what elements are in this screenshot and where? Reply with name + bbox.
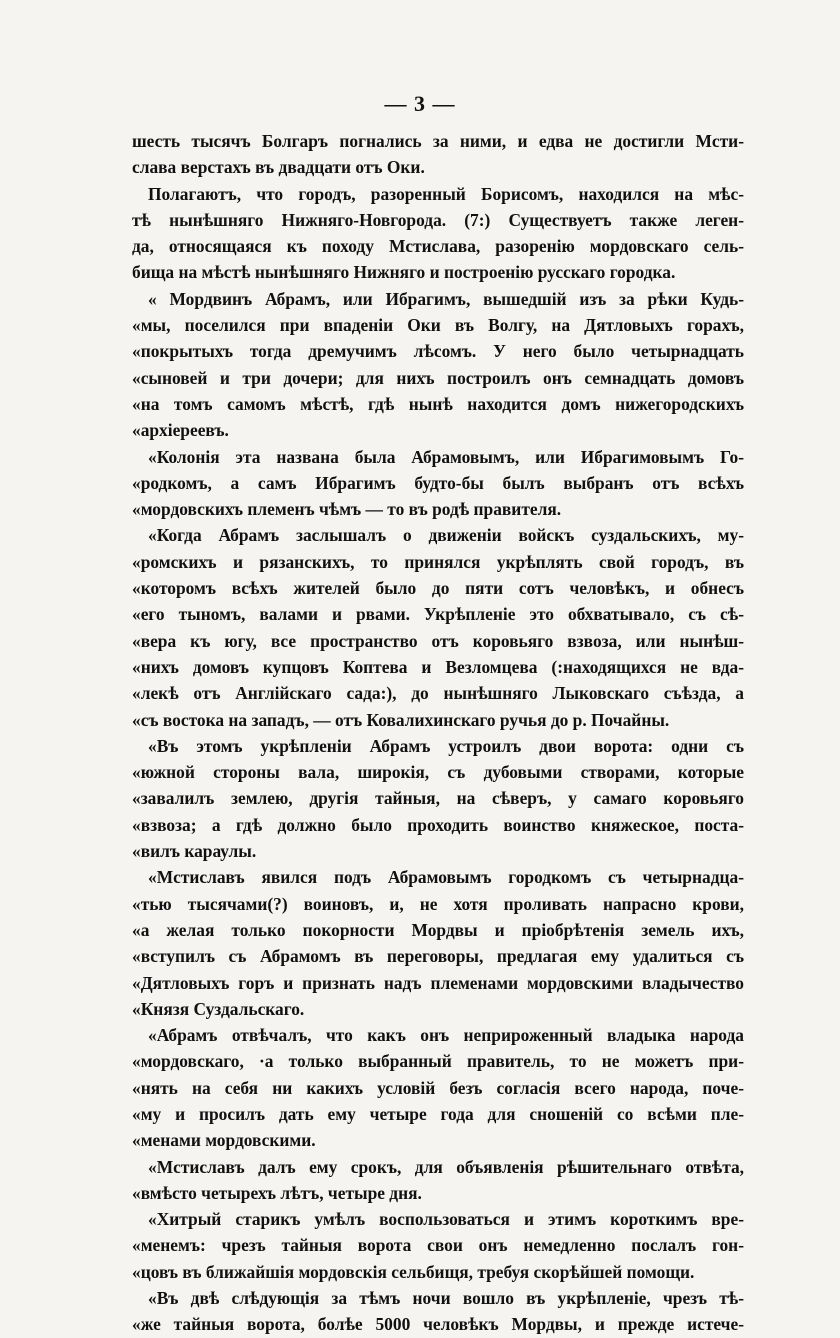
text-line: «покрытыхъ тогда дремучимъ лѣсомъ. У него было четырнадцать bbox=[132, 341, 744, 362]
text-line: «Хитрый старикъ умѣлъ воспользоваться и этимъ короткимъ вре- bbox=[148, 1209, 744, 1230]
text-line: «сыновей и три дочери; для нихъ построилъ онъ семнадцать домовъ bbox=[132, 367, 744, 388]
text-line: шесть тысячъ Болгаръ погнались за ними, и едва не достигли Мсти- bbox=[132, 131, 744, 151]
text-line: «менами мордовскими. bbox=[132, 1130, 316, 1151]
text-line: «взвоза; а гдѣ должно было проходить воинство княжеское, поста- bbox=[132, 814, 744, 835]
text-line: «тью тысячами(?) воиновъ, и, не хотя проливать напрасно крови, bbox=[132, 893, 744, 914]
text-line: «южной стороны вала, широкія, съ дубовыми створами, которые bbox=[132, 762, 744, 783]
text-line: «которомъ всѣхъ жителей было до пяти сотъ человѣкъ, и обнесъ bbox=[132, 578, 744, 599]
text-line: слава верстахъ въ двадцати отъ Оки. bbox=[132, 157, 425, 178]
text-line: «вступилъ съ Абрамомъ въ переговоры, предлагая ему удалиться съ bbox=[132, 946, 744, 967]
text-line: «его тыномъ, валами и рвами. Укрѣпленіе это обхватывало, съ сѣ- bbox=[132, 604, 744, 625]
text-line: «мордовскихъ племенъ чѣмъ — то въ родѣ правителя. bbox=[132, 499, 562, 520]
text-line: «вилъ караулы. bbox=[132, 841, 257, 862]
text-line: «цовъ въ ближайшія мордовскія сельбищя, требуя скорѣйшей помощи. bbox=[132, 1261, 695, 1282]
text-line: «а желая только покорности Мордвы и пріобрѣтенія земель ихъ, bbox=[132, 919, 744, 940]
text-line: «же тайныя ворота, болѣе 5000 человѣкъ Мордвы, и прежде истече- bbox=[132, 1314, 744, 1335]
text-line: «Въ этомъ укрѣпленіи Абрамъ устроилъ двои ворота: одни съ bbox=[148, 735, 744, 756]
text-line: «завалилъ землею, другія тайныя, на сѣверъ, у самаго коровьяго bbox=[132, 788, 744, 809]
text-line: «мы, поселился при впаденіи Оки въ Волгу, на Дятловыхъ горахъ, bbox=[132, 315, 744, 336]
page-body-text bbox=[132, 128, 744, 1338]
text-line: «ромскихъ и рязанскихъ, то принялся укрѣплять свой городъ, въ bbox=[132, 551, 744, 572]
text-line: тѣ нынѣшняго Нижняго-Новгорода. (7:) Существуетъ также леген- bbox=[132, 209, 744, 230]
text-line: «мордовскаго, ·а только выбранный правитель, то не можетъ при- bbox=[132, 1051, 744, 1072]
text-line: «на томъ самомъ мѣстѣ, гдѣ нынѣ находится домъ нижегородскихъ bbox=[132, 393, 744, 414]
text-line: «съ востока на западъ, — отъ Ковалихинскаго ручья до р. Почайны. bbox=[132, 709, 670, 730]
text-line: да, относящаяся къ походу Мстислава, разоренію мордовскаго сель- bbox=[132, 236, 744, 257]
text-line: «менемъ: чрезъ тайныя ворота свои онъ немедленно послалъ гон- bbox=[132, 1235, 744, 1256]
text-line: «родкомъ, а самъ Ибрагимъ будто-бы былъ выбранъ отъ всѣхъ bbox=[132, 472, 744, 493]
text-line: Полагаютъ, что городъ, разоренный Борисомъ, находился на мѣс- bbox=[148, 183, 744, 204]
text-line: «Князя Суздальскаго. bbox=[132, 998, 305, 1019]
text-line: «Когда Абрамъ заслышалъ о движеніи войскъ суздальскихъ, му- bbox=[148, 525, 744, 546]
text-line: «Въ двѣ слѣдующія за тѣмъ ночи вошло въ укрѣпленіе, чрезъ тѣ- bbox=[148, 1288, 744, 1309]
text-line: «лекѣ отъ Англійскаго сада:), до нынѣшняго Лыковскаго съѣзда, а bbox=[132, 683, 744, 704]
text-line: «Абрамъ отвѣчалъ, что какъ онъ неприроженный владыка народа bbox=[148, 1025, 744, 1046]
text-line: «нихъ домовъ купцовъ Коптева и Везломцева (:находящихся не вда- bbox=[132, 656, 744, 677]
text-line: «Мстиславъ явился подъ Абрамовымъ городкомъ съ четырнадца- bbox=[148, 867, 744, 888]
text-line: «Дятловыхъ горъ и признать надъ племенами мордовскими владычество bbox=[132, 972, 744, 993]
text-line: бища на мѣстѣ нынѣшняго Нижняго и построенію русскаго городка. bbox=[132, 262, 676, 283]
text-line: «Мстиславъ далъ ему срокъ, для объявленія рѣшительнаго отвѣта, bbox=[148, 1156, 744, 1177]
text-line: « Мордвинъ Абрамъ, или Ибрагимъ, вышедшій изъ за рѣки Кудь- bbox=[148, 288, 744, 309]
text-line: «вмѣсто четырехъ лѣтъ, четыре дня. bbox=[132, 1182, 422, 1203]
text-line: «Колонія эта названа была Абрамовымъ, или Ибрагимовымъ Го- bbox=[148, 446, 744, 467]
page-number: — 3 — bbox=[384, 91, 456, 116]
text-line: «нять на себя ни какихъ условій безъ согласія всего народа, поче- bbox=[132, 1077, 744, 1098]
text-line: «вера къ югу, все пространство отъ коровьяго взвоза, или нынѣш- bbox=[132, 630, 744, 651]
text-line: «му и просилъ дать ему четыре года для сношеній со всѣми пле- bbox=[132, 1103, 744, 1124]
text-line: «архіереевъ. bbox=[132, 420, 229, 441]
